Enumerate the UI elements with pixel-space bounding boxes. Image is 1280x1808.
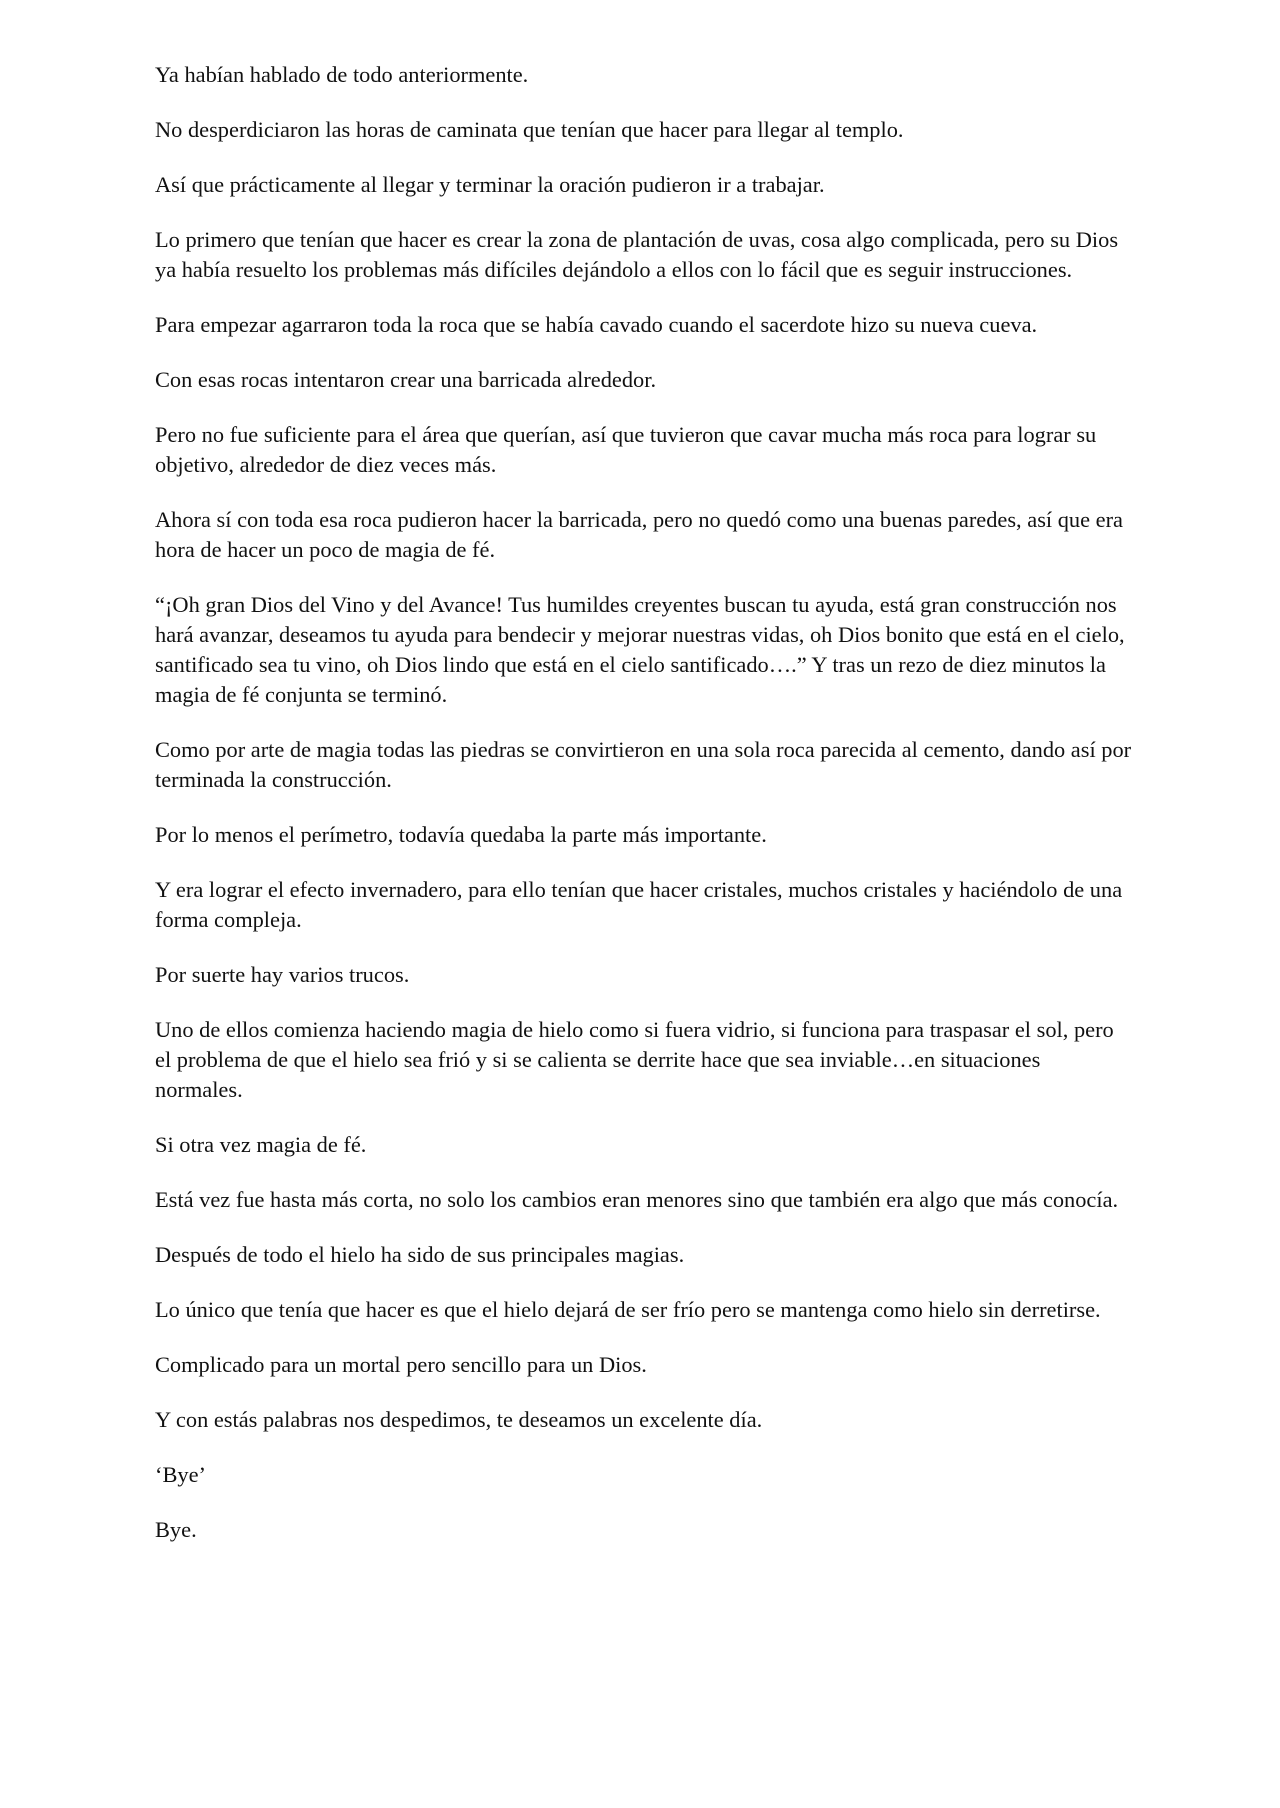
paragraph-17: Después de todo el hielo ha sido de sus principales magias. [155,1242,685,1267]
paragraph-4: Lo primero que tenían que hacer es crear la zona de plantación de uvas, cosa algo complicada, pero su Dios ya había resuelto los problemas más difíciles dejándolo a ellos con lo fácil que es seguir instrucciones. [155,227,1119,282]
paragraph-22: Bye. [155,1517,197,1542]
paragraph-10: Como por arte de magia todas las piedras se convirtieron en una sola roca parecida al cemento, dando así por terminada la construcción. [155,737,1132,792]
paragraph-16: Está vez fue hasta más corta, no solo los cambios eran menores sino que también era algo que más conocía. [155,1187,1119,1212]
paragraph-11: Por lo menos el perímetro, todavía quedaba la parte más importante. [155,822,767,847]
paragraph-9: “¡Oh gran Dios del Vino y del Avance! Tus humildes creyentes buscan tu ayuda, está gran construcción nos hará avanzar, deseamos tu ayuda para bendecir y mejorar nuestras vidas, oh Dios bonito que está en el cielo, santificado sea tu vino, oh Dios lindo que está en el cielo santificado….” Y tras un rezo de diez minutos la magia de fé conjunta se terminó. [155,592,1125,707]
paragraph-7: Pero no fue suficiente para el área que querían, así que tuvieron que cavar mucha más roca para lograr su objetivo, alrededor de diez veces más. [155,422,1097,477]
paragraph-8: Ahora sí con toda esa roca pudieron hacer la barricada, pero no quedó como una buenas paredes, así que era hora de hacer un poco de magia de fé. [155,507,1123,562]
paragraph-3: Así que prácticamente al llegar y terminar la oración pudieron ir a trabajar. [155,172,825,197]
paragraph-6: Con esas rocas intentaron crear una barricada alrededor. [155,367,657,392]
paragraph-12: Y era lograr el efecto invernadero, para ello tenían que hacer cristales, muchos cristales y haciéndolo de una forma compleja. [155,877,1123,932]
paragraph-18: Lo único que tenía que hacer es que el hielo dejará de ser frío pero se mantenga como hielo sin derretirse. [155,1297,1101,1322]
paragraph-5: Para empezar agarraron toda la roca que se había cavado cuando el sacerdote hizo su nueva cueva. [155,312,1038,337]
paragraph-20: Y con estás palabras nos despedimos, te deseamos un excelente día. [155,1407,763,1432]
document-body [155,60,1133,1570]
paragraph-13: Por suerte hay varios trucos. [155,962,410,987]
paragraph-15: Si otra vez magia de fé. [155,1132,367,1157]
paragraph-2: No desperdiciaron las horas de caminata que tenían que hacer para llegar al templo. [155,117,904,142]
paragraph-1: Ya habían hablado de todo anteriormente. [155,62,529,87]
paragraph-14: Uno de ellos comienza haciendo magia de hielo como si fuera vidrio, si funciona para traspasar el sol, pero el problema de que el hielo sea frió y si se calienta se derrite hace que sea inviable…en situaciones normales. [155,1017,1114,1102]
paragraph-19: Complicado para un mortal pero sencillo para un Dios. [155,1352,647,1377]
paragraph-21: ‘Bye’ [155,1462,206,1487]
